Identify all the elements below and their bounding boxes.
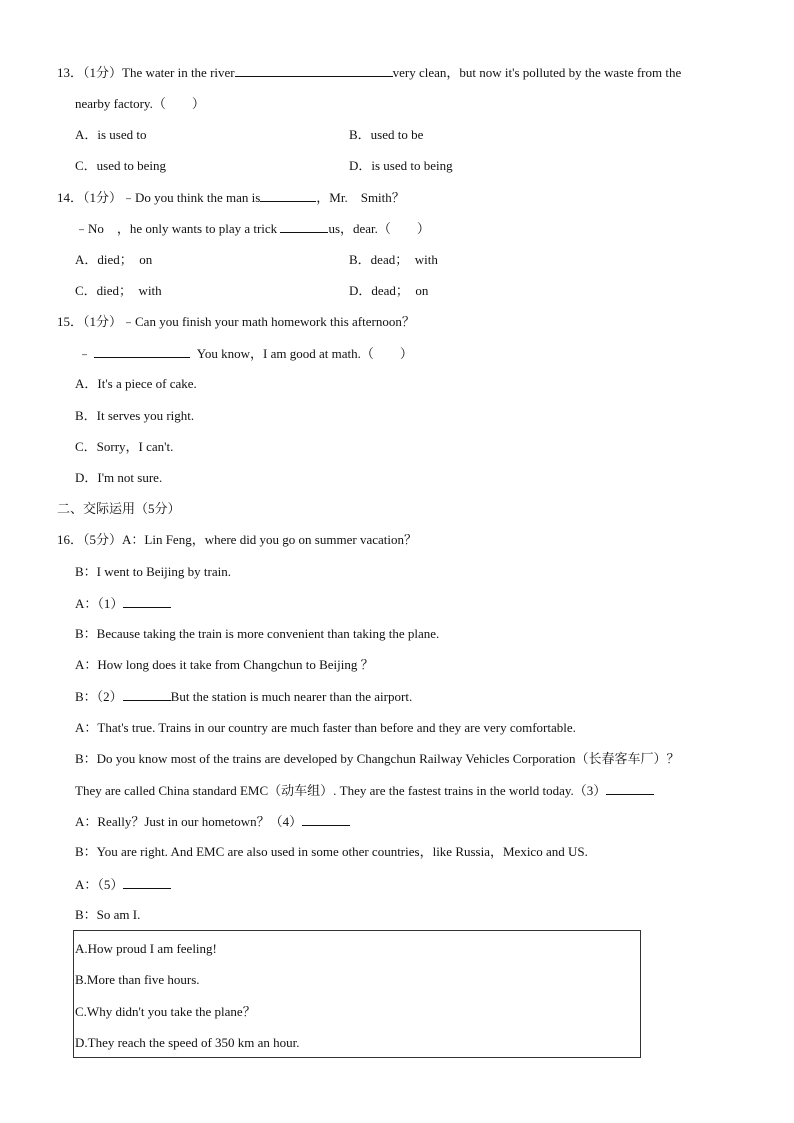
answer-blank[interactable]	[606, 782, 654, 795]
question-15-stem: 15．（1分）﹣Can you finish your math homework this afternoon？	[57, 314, 415, 329]
question-15-stem-cont: ﹣ You know，I am good at math.（ ）	[78, 346, 413, 361]
dialogue-line: A：How long does it take from Changchun to Beijing ？	[75, 657, 374, 672]
dialogue-line: B：Do you know most of the trains are developed by Changchun Railway Vehicles Corporation（长春客车厂）？	[75, 751, 680, 766]
dialogue-line: B：Because taking the train is more convenient than taking the plane.	[75, 626, 440, 641]
dialogue-line: B：（2） But the station is much nearer than the airport.	[75, 689, 413, 704]
option-13-d[interactable]: D．is used to being	[349, 158, 453, 173]
option-14-b[interactable]: B．dead； with	[349, 252, 438, 267]
dialogue-line: B：So am I.	[75, 907, 141, 922]
box-option-c[interactable]: C.Why didn't you take the plane？	[75, 1004, 256, 1019]
question-14-stem: 14．（1分）﹣Do you think the man is ，Mr. Smith？	[57, 190, 405, 205]
dialogue-line: A：That's true. Trains in our country are much faster than before and they are very comfortable.	[75, 720, 576, 735]
answer-blank[interactable]	[123, 688, 171, 701]
answer-blank[interactable]	[123, 876, 171, 889]
option-13-a[interactable]: A．is used to	[75, 127, 147, 142]
box-option-b[interactable]: B.More than five hours.	[75, 972, 200, 987]
dialogue-line: B：You are right. And EMC are also used in some other countries，like Russia，Mexico and US.	[75, 844, 588, 859]
option-13-b[interactable]: B．used to be	[349, 127, 424, 142]
question-13-stem: 13．（1分）The water in the river very clean，but now it's polluted by the waste from the	[57, 65, 682, 80]
option-15-b[interactable]: B．It serves you right.	[75, 408, 195, 423]
dialogue-line: They are called China standard EMC（动车组）. They are the fastest trains in the world today.（3）	[75, 782, 654, 799]
dialogue-line: A：Really？Just in our hometown？（4）	[75, 813, 350, 830]
answer-blank[interactable]	[235, 64, 393, 77]
answer-blank[interactable]	[94, 345, 190, 358]
question-13-stem-cont: nearby factory.（ ）	[75, 96, 205, 111]
answer-blank[interactable]	[260, 189, 316, 202]
option-15-d[interactable]: D．I'm not sure.	[75, 470, 163, 485]
option-15-a[interactable]: A．It's a piece of cake.	[75, 376, 197, 391]
option-14-c[interactable]: C．died； with	[75, 283, 162, 298]
question-14-stem-cont: ﹣No ，he only wants to play a trick us，dear.（ ）	[75, 221, 430, 236]
options-box	[73, 930, 641, 1058]
box-option-a[interactable]: A.How proud I am feeling!	[75, 941, 217, 956]
dialogue-line: A：（5）	[75, 876, 171, 893]
dialogue-line: B：I went to Beijing by train.	[75, 564, 231, 579]
option-15-c[interactable]: C．Sorry，I can't.	[75, 439, 174, 454]
option-14-a[interactable]: A．died； on	[75, 252, 153, 267]
box-option-d[interactable]: D.They reach the speed of 350 km an hour.	[75, 1035, 300, 1050]
answer-blank[interactable]	[123, 595, 171, 608]
dialogue-line: A：（1）	[75, 595, 171, 612]
option-14-d[interactable]: D．dead； on	[349, 283, 429, 298]
question-16-stem: 16．（5分）A：Lin Feng，where did you go on summer vacation？	[57, 532, 417, 547]
answer-blank[interactable]	[280, 220, 328, 233]
answer-blank[interactable]	[302, 813, 350, 826]
option-13-c[interactable]: C．used to being	[75, 158, 166, 173]
section-title: 二、交际运用（5分）	[57, 501, 181, 516]
